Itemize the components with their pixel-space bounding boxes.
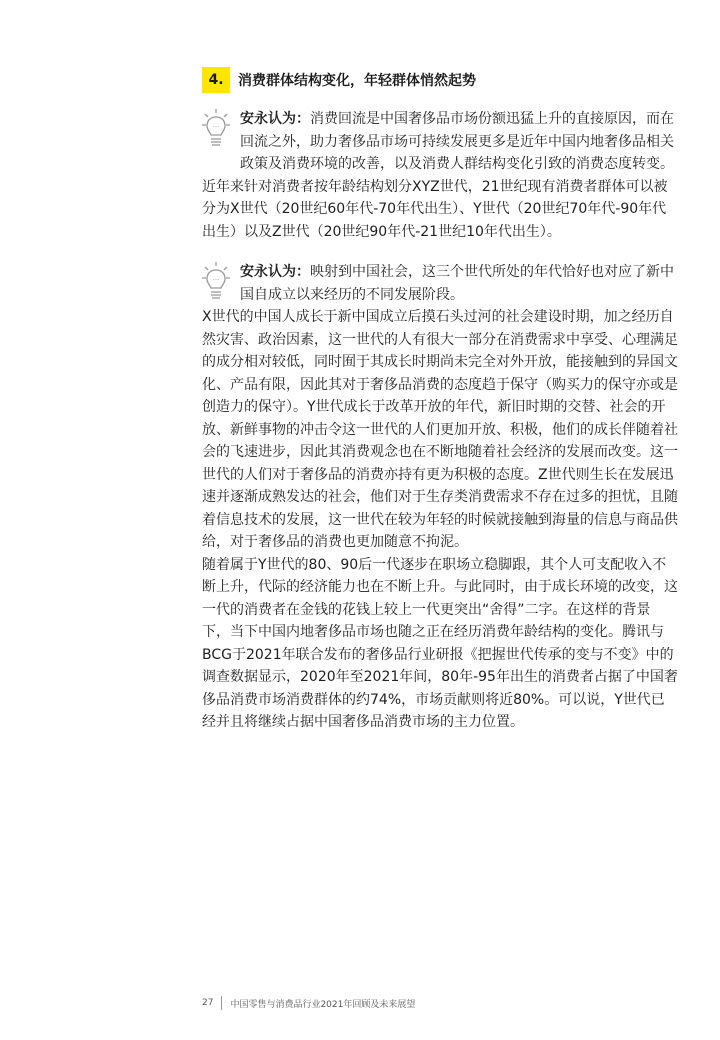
paragraph-market-shift: 随着属于Y世代的80、90后一代逐步在职场立稳脚跟，其个人可支配收入不断上升，代际的经济能力也在不断上升。与此同时，由于成长环境的改变，这一代的消费者在金钱的花钱上较上一代更突出“舍得”二字。在这样的背景下，当下中国内地奢侈品市场也随之正在经历消费年龄结构的变化。腾讯与BCG于2021年联合发布的奢侈品行业研报《把握世代传承的变与不变》中的调查数据显示，2020年至2021年间，80年-95年出生的消费者占据了中国奢侈品消费市场消费群体的约74%，市场贡献则将近80%。可以说，Y世代已经并且将继续占据中国奢侈品消费市场的主力位置。 [202,556,678,730]
page-number: 27 [202,998,214,1008]
footer-divider [221,996,222,1010]
callout-label: 安永认为： [240,264,310,280]
page-content [202,66,678,734]
callout-text: 映射到中国社会，这三个世代所处的年代恰好也对应了新中国自成立以来经历的不同发展阶段。 [240,264,674,303]
section-title: 消费群体结构变化，年轻群体悄然起势 [238,73,476,89]
paragraph-generations: 近年来针对消费者按年龄结构划分XYZ世代，21世纪现有消费者群体可以被分为X世代（20世纪60年代-70年代出生）、Y世代（20世纪70年代-90年代出生）以及Z世代（20世纪90年代-21世纪10年代出生）。 [202,178,668,240]
paragraph-generation-details: X世代的中国人成长于新中国成立后摸石头过河的社会建设时期，加之经历自然灾害、政治因素，这一世代的人有很大一部分在消费需求中享受、心理满足的成分相对较低，同时囿于其成长时期尚未完全对外开放，能接触到的异国文化、产品有限，因此其对于奢侈品消费的态度趋于保守（购买力的保守亦或是创造力的保守）。Y世代成长于改革开放的年代，新旧时期的交替、社会的开放、新鲜事物的冲击令这一世代的人们更加开放、积极，他们的成长伴随着社会的飞速进步，因此其消费观念也在不断地随着社会经济的发展而改变。这一世代的人们对于奢侈品的消费亦持有更为积极的态度。Z世代则生长在发展迅速并逐渐成熟发达的社会，他们对于生存类消费需求不存在过多的担忧，且随着信息技术的发展，这一世代在较为年轻的时候就接触到海量的信息与商品供给，对于奢侈品的消费也更加随意不拘泥。 [202,309,678,550]
lightbulb-icon [202,261,230,305]
section-number: 4. [202,67,230,93]
callout-insight-2 [202,261,678,306]
callout-insight-1 [202,108,678,176]
callout-label: 安永认为： [240,111,310,127]
lightbulb-icon [202,108,230,152]
publication-title: 中国零售与消费品行业2021年回顾及未来展望 [230,999,416,1010]
callout-text: 消费回流是中国奢侈品市场份额迅猛上升的直接原因，而在回流之外，助力奢侈品市场可持续发展更多是近年中国内地奢侈品相关政策及消费环境的改善，以及消费人群结构变化引致的消费态度转变。 [240,111,674,172]
page-footer [202,996,415,1010]
section-heading [202,66,678,94]
svg-text:···: ··· [212,276,220,284]
svg-text:···: ··· [212,123,220,131]
